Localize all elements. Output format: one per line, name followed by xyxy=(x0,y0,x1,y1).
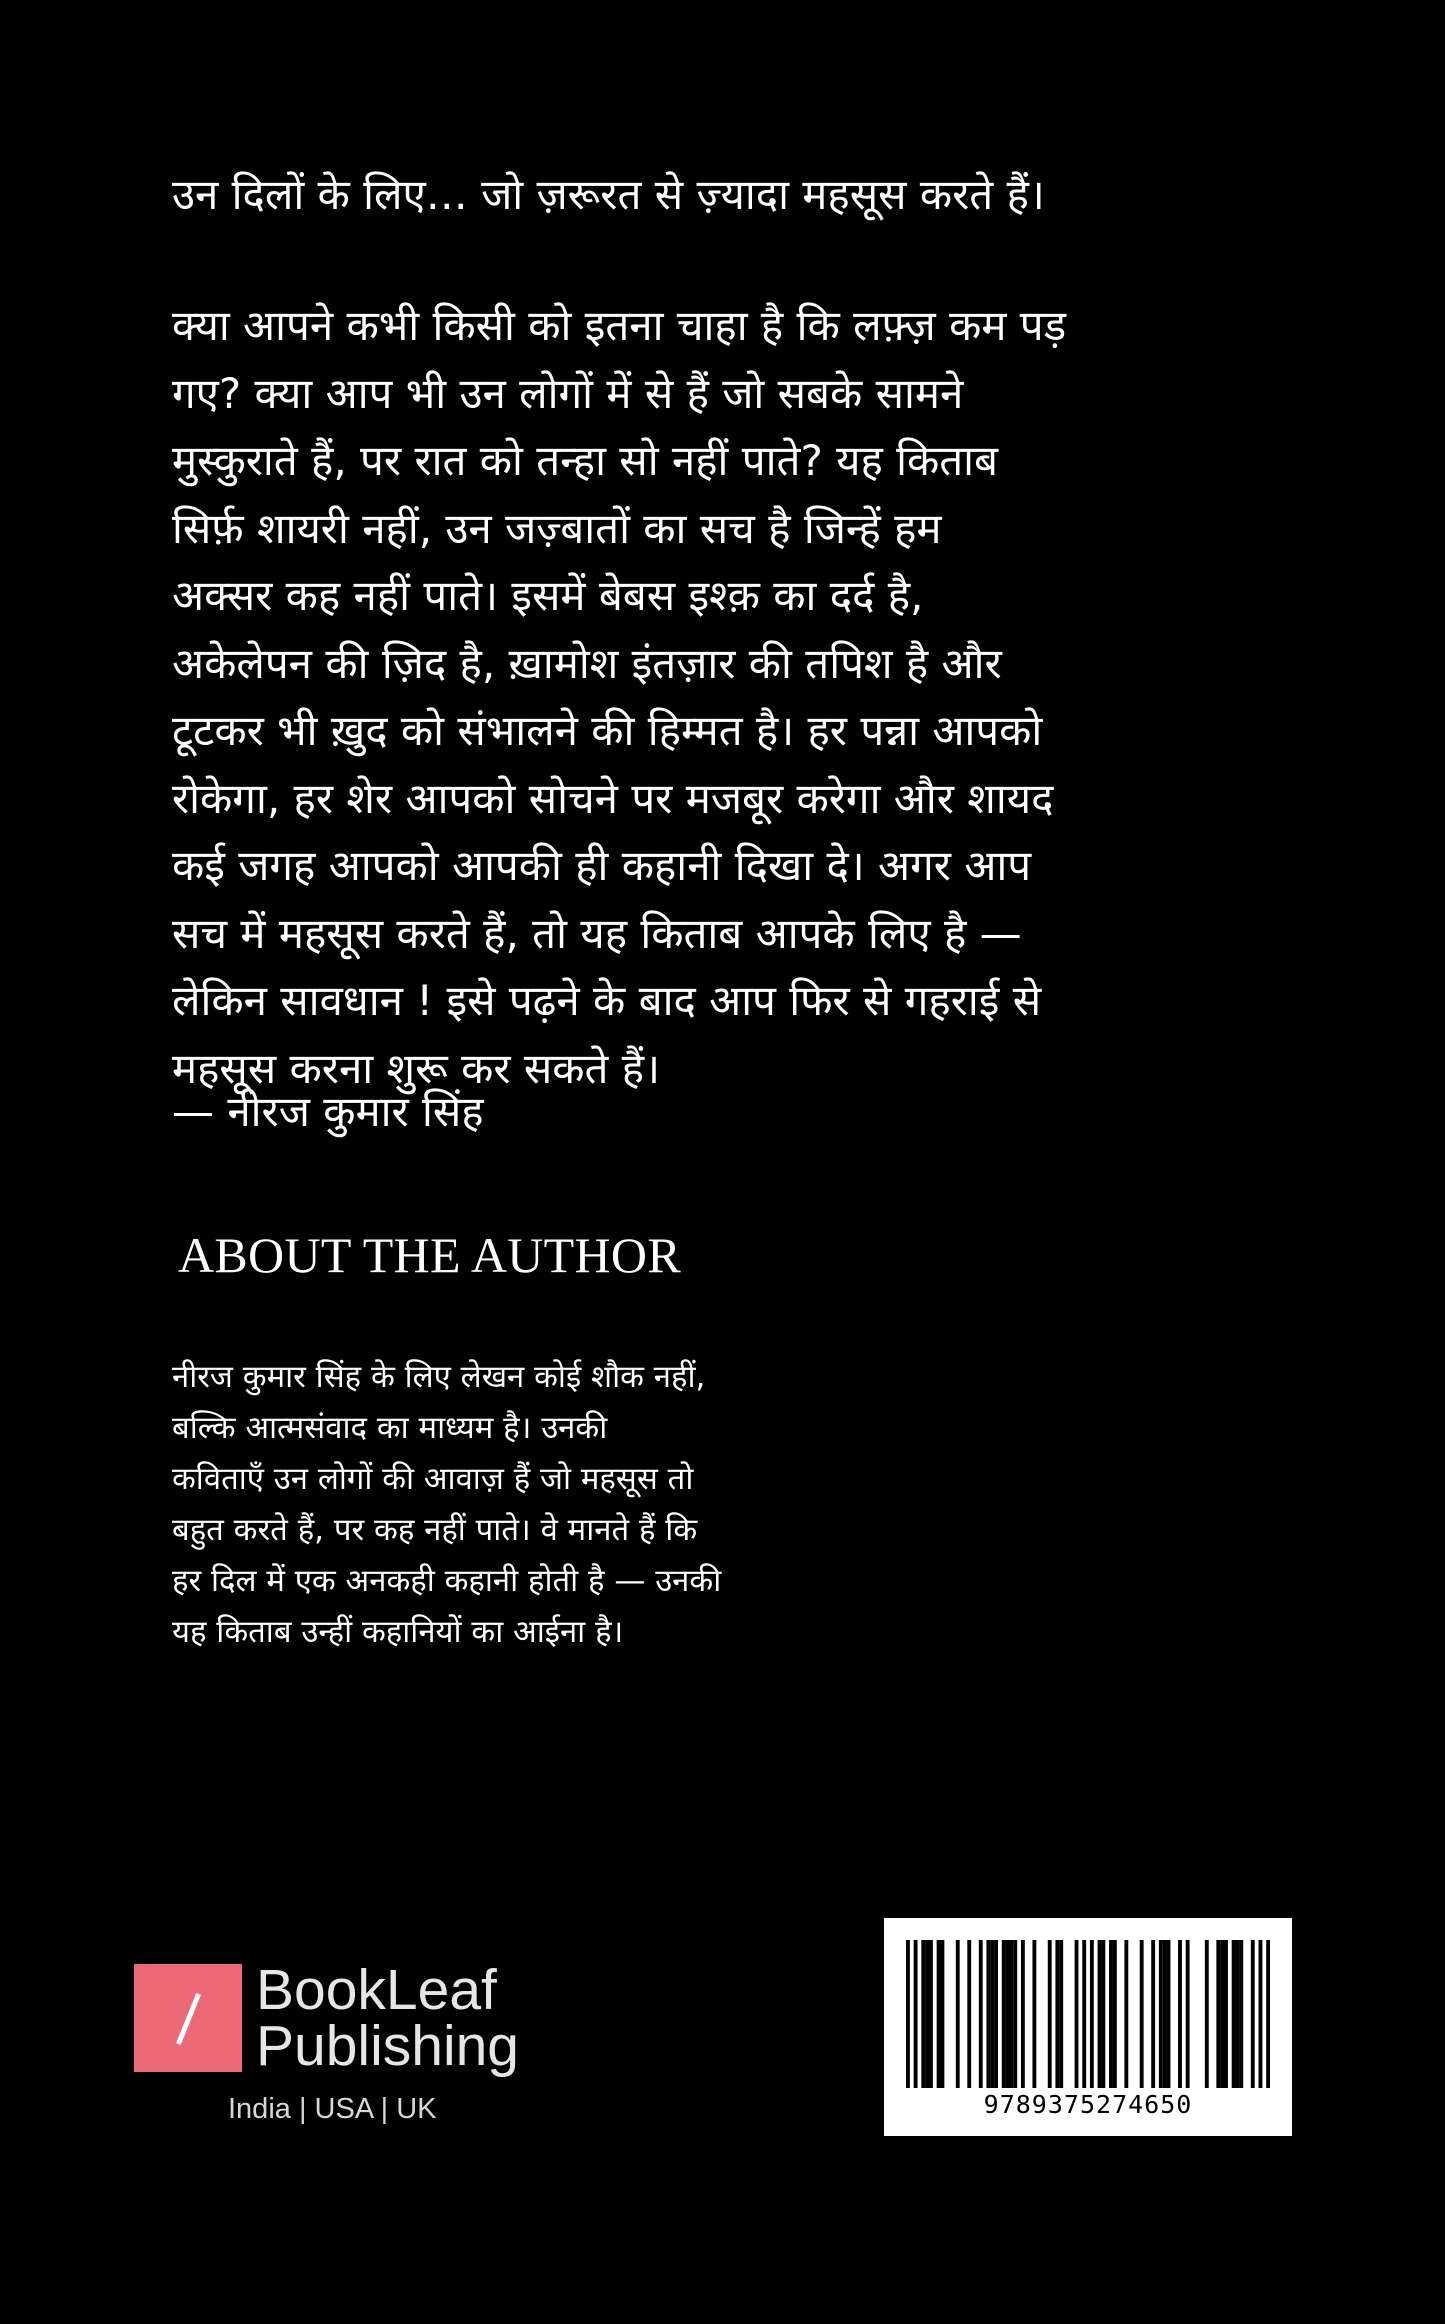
leaf-slash-icon xyxy=(134,1964,242,2072)
blurb-line: अक्सर कह नहीं पाते। इसमें बेबस इश्क़ का दर्द है, xyxy=(172,571,924,620)
barcode-bar xyxy=(925,1940,929,2088)
barcode-bar xyxy=(1236,1940,1240,2088)
barcode-bar xyxy=(1216,1940,1220,2088)
barcode-bar xyxy=(1048,1940,1052,2088)
barcode-bar xyxy=(1205,1940,1209,2088)
barcode-bar xyxy=(1266,1940,1270,2088)
blurb-line: रोकेगा, हर शेर आपको सोचने पर मजबूर करेगा और शायद xyxy=(172,773,1054,823)
barcode-bar xyxy=(1055,1940,1059,2088)
barcode-bar xyxy=(906,1940,910,2088)
barcode-bar xyxy=(1090,1940,1094,2088)
barcode-bar xyxy=(1167,1940,1171,2088)
bio-line: बहुत करते हैं, पर कह नहीं पाते। वे मानते हैं कि xyxy=(172,1512,698,1548)
blurb xyxy=(172,292,1222,1102)
author-bio xyxy=(172,1352,892,1658)
barcode-bar xyxy=(1098,1940,1102,2088)
blurb-line: मुस्कुराते हैं, पर रात को तन्हा सो नहीं पाते? यह किताब xyxy=(172,436,999,485)
barcode-bar xyxy=(1002,1940,1006,2088)
barcode-bar xyxy=(1232,1940,1236,2088)
barcode-bar xyxy=(1224,1940,1228,2088)
barcode-bar xyxy=(1113,1940,1117,2088)
publisher-name-line-2: Publishing xyxy=(256,2014,520,2078)
barcode-bar xyxy=(1009,1940,1013,2088)
barcode-bar xyxy=(986,1940,990,2088)
barcode-bar xyxy=(1178,1940,1182,2088)
barcode-bar xyxy=(1109,1940,1113,2088)
barcode-bar xyxy=(990,1940,994,2088)
barcode-bar xyxy=(940,1940,944,2088)
barcode-bar xyxy=(967,1940,971,2088)
barcode-bar xyxy=(1059,1940,1063,2088)
tagline: उन दिलों के लिए… जो ज़रूरत से ज़्यादा महसूस करते हैं। xyxy=(172,170,1045,219)
barcode-bar xyxy=(1259,1940,1263,2088)
barcode-bar xyxy=(1186,1940,1190,2088)
blurb-line: सिर्फ़ शायरी नहीं, उन जज़्बातों का सच है जिन्हें हम xyxy=(172,503,942,553)
barcode-bar xyxy=(994,1940,998,2088)
barcode-bar xyxy=(914,1940,918,2088)
publisher-name-line-1: BookLeaf xyxy=(256,1958,497,2022)
barcode-bar xyxy=(1101,1940,1105,2088)
barcode-bar xyxy=(1251,1940,1255,2088)
logo-slash xyxy=(176,1993,201,2045)
barcode-bar xyxy=(1159,1940,1163,2088)
barcode-bar xyxy=(1013,1940,1017,2088)
blurb-line: सच में महसूस करते हैं, तो यह किताब आपके लिए है — xyxy=(172,908,1022,958)
bio-line: हर दिल में एक अनकही कहानी होती है — उनकी xyxy=(172,1563,722,1599)
barcode-bar xyxy=(979,1940,983,2088)
blurb-line: क्या आपने कभी किसी को इतना चाहा है कि लफ़्ज़ कम पड़ xyxy=(172,301,1067,350)
barcode-bar xyxy=(921,1940,925,2088)
barcode-bar xyxy=(1140,1940,1144,2088)
bio-line: नीरज कुमार सिंह के लिए लेखन कोई शौक नहीं, xyxy=(172,1359,706,1395)
bio-line: यह किताब उन्हीं कहानियों का आईना है। xyxy=(172,1614,624,1650)
barcode-bar xyxy=(1124,1940,1128,2088)
barcode-bar xyxy=(937,1940,941,2088)
barcode-bar xyxy=(929,1940,933,2088)
barcode-bar xyxy=(1006,1940,1010,2088)
barcode-icon xyxy=(906,1940,1270,2088)
barcode-bar xyxy=(956,1940,960,2088)
about-author-heading: ABOUT THE AUTHOR xyxy=(178,1227,681,1283)
isbn-barcode xyxy=(884,1918,1292,2136)
author-signature: — नीरज कुमार सिंह xyxy=(172,1087,484,1136)
blurb-line: गए? क्या आप भी उन लोगों में से हैं जो सबके सामने xyxy=(172,368,964,418)
blurb-line: लेकिन सावधान ! इसे पढ़ने के बाद आप फिर से गहराई से xyxy=(172,976,1042,1025)
barcode-bar xyxy=(1021,1940,1025,2088)
barcode-bar xyxy=(1239,1940,1243,2088)
bio-line: कविताएँ उन लोगों की आवाज़ हैं जो महसूस तो xyxy=(172,1461,694,1497)
barcode-bar xyxy=(1082,1940,1086,2088)
blurb-line: कई जगह आपको आपकी ही कहानी दिखा दे। अगर आप xyxy=(172,841,1032,890)
barcode-bar xyxy=(1220,1940,1224,2088)
barcode-bar xyxy=(1032,1940,1036,2088)
publisher-logo xyxy=(134,1958,554,2125)
barcode-bar xyxy=(1151,1940,1155,2088)
blurb-line: अकेलेपन की ज़िद है, ख़ामोश इंतज़ार की तपिश है और xyxy=(172,638,1002,688)
blurb-line: टूटकर भी ख़ुद को संभालने की हिम्मत है। हर पन्ना आपको xyxy=(172,706,1043,755)
publisher-regions: India | USA | UK xyxy=(228,2093,437,2125)
isbn-number: 9789375274650 xyxy=(983,2090,1193,2119)
bio-line: बल्कि आत्मसंवाद का माध्यम है। उनकी xyxy=(172,1410,608,1446)
blurb-line: महसूस करना शुरू कर सकते हैं। xyxy=(172,1043,661,1093)
barcode-bar xyxy=(1163,1940,1167,2088)
barcode-bar xyxy=(1075,1940,1079,2088)
